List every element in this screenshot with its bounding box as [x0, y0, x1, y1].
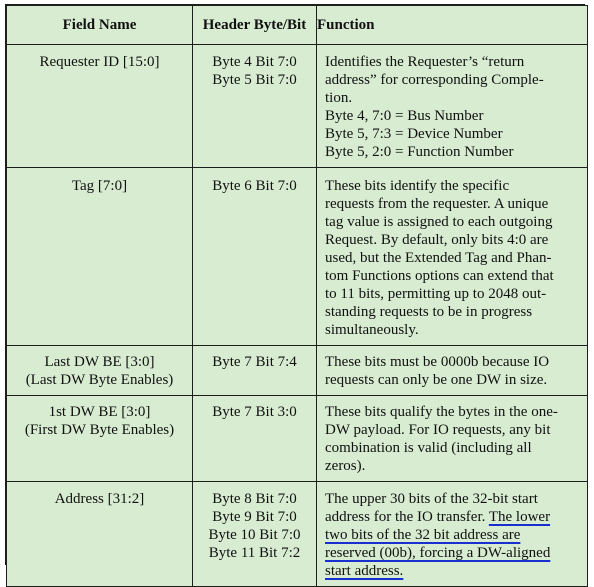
function-text: address” for corresponding Comple-: [325, 72, 544, 88]
table-row: [7, 396, 588, 482]
field-name-text: Requester ID [15:0]: [39, 54, 160, 70]
header-byte-bit-cell: [193, 45, 317, 168]
header-byte-bit-cell: [193, 168, 317, 346]
header-byte-bit-cell: [193, 396, 317, 482]
function-text: These bits must be 0000b because IO: [325, 354, 550, 370]
function-cell: [317, 168, 588, 346]
function-text: to 11 bits, permitting up to 2048 out-: [325, 286, 547, 302]
function-text: Byte 5, 7:3 = Device Number: [325, 126, 503, 142]
field-table: [5, 4, 585, 579]
column-header-field-name: Field Name: [7, 6, 193, 45]
field-name-cell: [7, 45, 193, 168]
table-header-row: [7, 6, 588, 45]
byte-bit-text: Byte 11 Bit 7:2: [208, 545, 301, 561]
function-text: Identifies the Requester’s “return: [325, 54, 525, 70]
byte-bit-text: Byte 4 Bit 7:0: [212, 54, 297, 70]
function-text: requests can only be one DW in size.: [325, 372, 548, 388]
table-row: [7, 346, 588, 396]
field-name-text: Tag [7:0]: [71, 178, 128, 194]
function-text: Byte 5, 2:0 = Function Number: [325, 144, 514, 160]
underlined-function-text: reserved (00b), forcing a DW-aligned: [325, 545, 551, 561]
function-text: combination is valid (including all: [325, 440, 532, 456]
byte-bit-text: Byte 5 Bit 7:0: [212, 72, 297, 88]
table-row: [7, 45, 588, 168]
function-text: requests from the requester. A unique: [325, 196, 549, 212]
table-row: [7, 168, 588, 346]
byte-bit-text: Byte 9 Bit 7:0: [212, 509, 297, 525]
function-text: Byte 4, 7:0 = Bus Number: [325, 108, 484, 124]
header-byte-bit-cell: [193, 482, 317, 587]
underlined-function-text: two bits of the 32 bit address are: [325, 527, 521, 543]
function-cell: [317, 396, 588, 482]
function-text: tion.: [325, 90, 353, 106]
function-text: DW payload. For IO requests, any bit: [325, 422, 551, 438]
function-text: standing requests to be in progress: [325, 304, 533, 320]
io-request-header-fields-table: [6, 5, 588, 587]
function-text-line: [325, 508, 581, 526]
function-cell: [317, 45, 588, 168]
column-header-header-byte-bit: Header Byte/Bit: [193, 6, 317, 45]
byte-bit-text: Byte 10 Bit 7:0: [208, 527, 301, 543]
function-cell: [317, 346, 588, 396]
byte-bit-text: Byte 7 Bit 3:0: [212, 404, 297, 420]
field-name-subtext: (Last DW Byte Enables): [25, 372, 174, 388]
function-text: simultaneously.: [325, 322, 419, 338]
field-name-cell: [7, 346, 193, 396]
function-text: The upper 30 bits of the 32-bit start: [325, 491, 538, 507]
underlined-function-text: start address.: [325, 563, 404, 579]
underlined-function-text: The lower: [488, 509, 551, 525]
byte-bit-text: Byte 6 Bit 7:0: [212, 178, 297, 194]
field-name-cell: [7, 168, 193, 346]
field-name-text: 1st DW BE [3:0]: [48, 404, 151, 420]
field-name-subtext: (First DW Byte Enables): [24, 422, 175, 438]
column-header-function: Function: [317, 6, 588, 45]
field-name-cell: [7, 396, 193, 482]
field-name-text: Last DW BE [3:0]: [44, 354, 155, 370]
byte-bit-text: Byte 7 Bit 7:4: [212, 354, 297, 370]
function-text: address for the IO transfer.: [325, 509, 489, 525]
field-name-text: Address [31:2]: [54, 491, 145, 507]
byte-bit-text: Byte 8 Bit 7:0: [212, 491, 297, 507]
field-name-cell: [7, 482, 193, 587]
function-text: tom Functions options can extend that: [325, 268, 554, 284]
function-text: tag value is assigned to each outgoing: [325, 214, 553, 230]
header-byte-bit-cell: [193, 346, 317, 396]
function-cell: [317, 482, 588, 587]
function-text: used, but the Extended Tag and Phan-: [325, 250, 552, 266]
function-text: zeros).: [325, 458, 366, 474]
function-text: These bits identify the specific: [325, 178, 510, 194]
function-text: These bits qualify the bytes in the one-: [325, 404, 558, 420]
function-text: Request. By default, only bits 4:0 are: [325, 232, 549, 248]
table-row: [7, 482, 588, 587]
